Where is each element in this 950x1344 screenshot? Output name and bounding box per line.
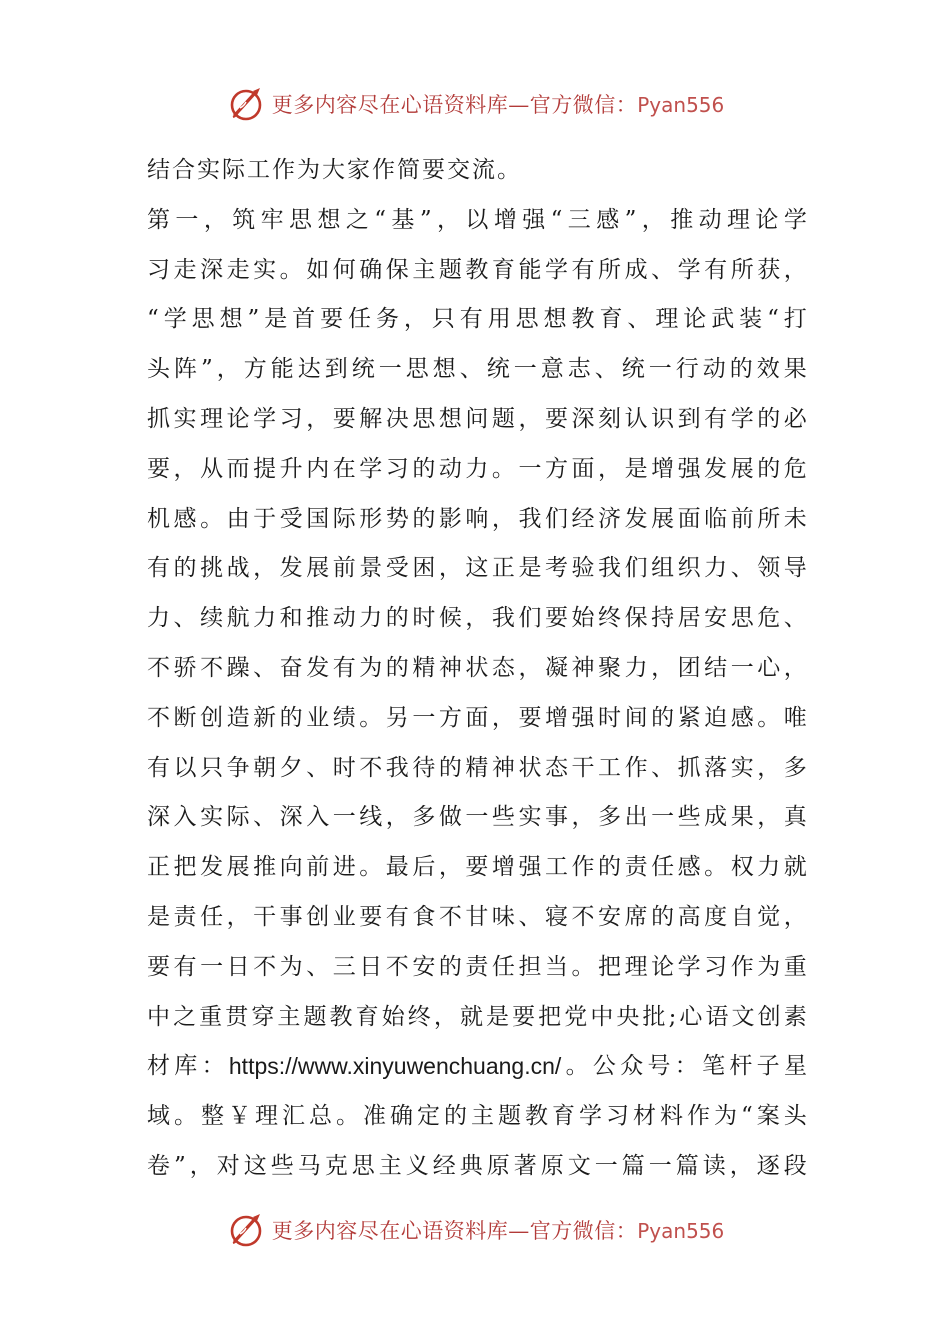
header-banner [0,82,950,126]
text-line: 要 有 一 日 不 为 、 三 日 不 安 的 责 任 担 当 。 把 理 论 学 习 作 为 重 [147,953,807,980]
document-body [147,146,807,1192]
text-line: 有 的 挑 战 ， 发 展 前 景 受 困 ， 这 正 是 考 验 我 们 组 织 力 、 领 导 [147,555,807,582]
text-line: 第 一 ， 筑 牢 思 想 之 “ 基 ” ， 以 增 强 “ 三 感 ” ， 推 动 理 论 学 [147,206,807,233]
footer-wechat-id: Pyan556 [637,1219,725,1243]
pen-logo-icon [226,84,266,124]
text-line: 习 走 深 走 实 。 如 何 确 保 主 题 教 育 能 学 有 所 成 、 学 有 所 获 ， [147,256,807,283]
text-line: 抓 实 理 论 学 习 ， 要 解 决 思 想 问 题 ， 要 深 刻 认 识 到 有 学 的 必 [147,405,807,432]
footer-banner-text: 更多内容尽在心语资料库—官方微信：Pyan556 [271,1219,725,1243]
text-line: “ 学 思 想 ” 是 首 要 任 务 ， 只 有 用 思 想 教 育 、 理 论 武 装 “ 打 [147,306,807,333]
text-line: 深 入 实 际 、 深 入 一 线 ， 多 做 一 些 实 事 ， 多 出 一 些 成 果 ， 真 [147,804,807,831]
text-line: 不 断 创 造 新 的 业 绩 。 另 一 方 面 ， 要 增 强 时 间 的 紧 迫 感 。 唯 [147,704,807,731]
text-line: 头 阵 ” ， 方 能 达 到 统 一 思 想 、 统 一 意 志 、 统 一 行 动 的 效 果 [147,356,807,383]
text-line: 中 之 重 贯 穿 主 题 教 育 始 终 ， 就 是 要 把 党 中 央 批 ; 心 语 文 创 素 [147,1003,807,1030]
text-line: 正 把 发 展 推 向 前 进 。 最 后 ， 要 增 强 工 作 的 责 任 感 。 权 力 就 [147,854,807,881]
text-line: 卷 ” ， 对 这 些 马 克 思 主 义 经 典 原 著 原 文 一 篇 一 篇 读 ， 逐 段 [147,1152,807,1179]
text-line: 机 感 。 由 于 受 国 际 形 势 的 影 响 ， 我 们 经 济 发 展 面 临 前 所 未 [147,505,807,532]
text-line: 是 责 任 ， 干 事 创 业 要 有 食 不 甘 味 、 寝 不 安 席 的 高 度 自 觉 ， [147,903,807,930]
text-line: 要 ， 从 而 提 升 内 在 学 习 的 动 力 。 一 方 面 ， 是 增 强 发 展 的 危 [147,455,807,482]
text-line: 材 库 ： https://www.xinyuwenchuang.cn/ 。 公 众 号 ： 笔 杆 子 星 [147,1053,807,1080]
footer-banner [0,1208,950,1252]
pen-logo-icon [226,1210,266,1250]
text-line: 力 、 续 航 力 和 推 动 力 的 时 候 ， 我 们 要 始 终 保 持 居 安 思 危 、 [147,605,807,632]
text-line: 域 。 整 ￥ 理 汇 总 。 准 确 定 的 主 题 教 育 学 习 材 料 作 为 “ 案 头 [147,1103,807,1130]
text-line: 结合实际工作为大家作简要交流。 [147,157,522,183]
header-banner-text: 更多内容尽在心语资料库—官方微信：Pyan556 [271,93,725,117]
text-line: 不 骄 不 躁 、 奋 发 有 为 的 精 神 状 态 ， 凝 神 聚 力 ， 团 结 一 心 ， [147,654,807,681]
text-line: 有 以 只 争 朝 夕 、 时 不 我 待 的 精 神 状 态 干 工 作 、 抓 落 实 ， 多 [147,754,807,781]
header-wechat-id: Pyan556 [637,93,725,117]
